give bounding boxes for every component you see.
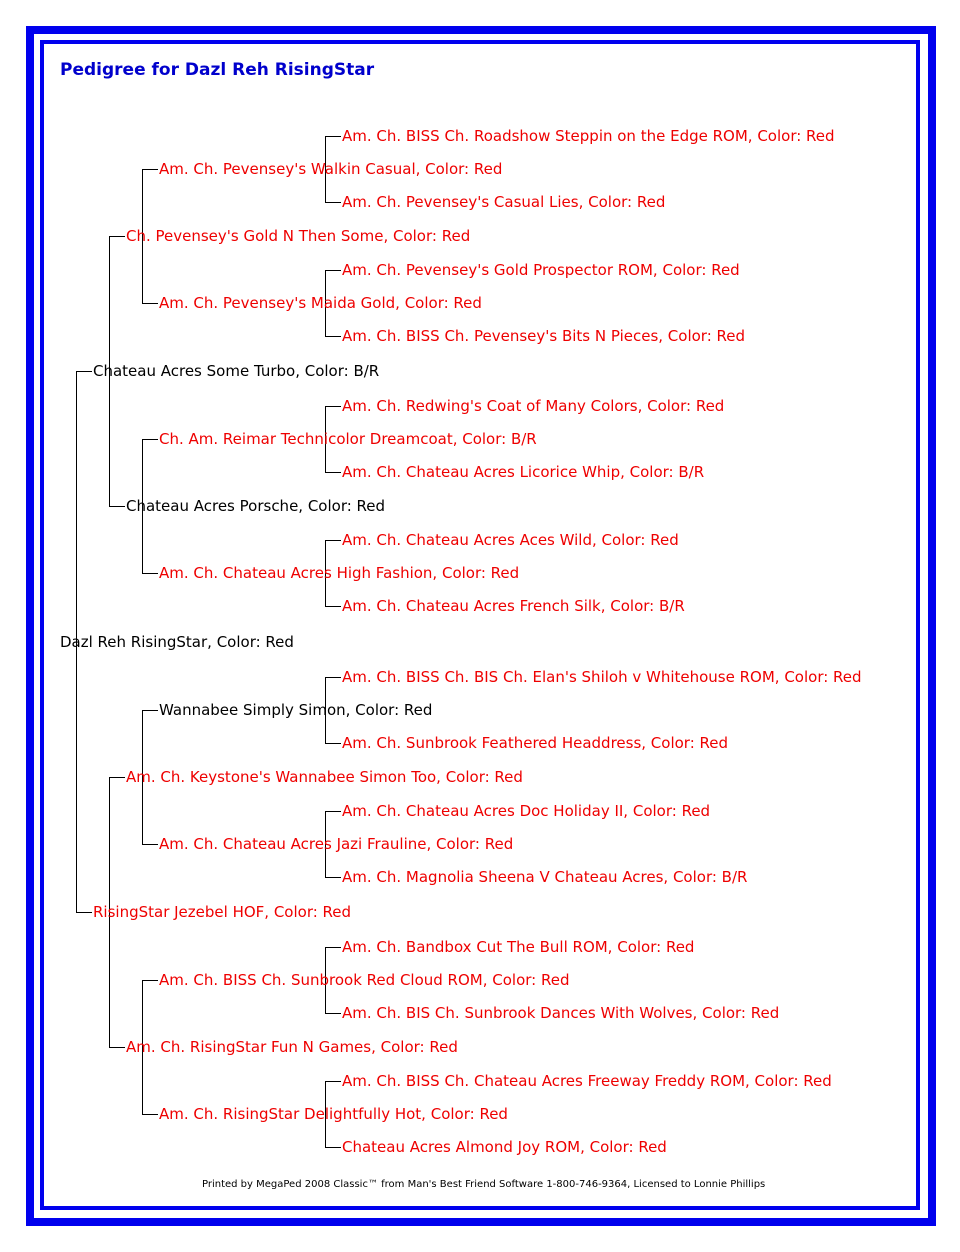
dam-dam-dam-dam: Chateau Acres Almond Joy ROM, Color: Red: [342, 1138, 667, 1156]
sire-dam: Chateau Acres Porsche, Color: Red: [126, 497, 386, 515]
subject-dog: Dazl Reh RisingStar, Color: Red: [60, 633, 294, 651]
sire-dam-sire-sire: Am. Ch. Redwing's Coat of Many Colors, Color: Red: [342, 397, 725, 415]
sire: Chateau Acres Some Turbo, Color: B/R: [93, 362, 380, 380]
sire-sire-sire-sire: Am. Ch. BISS Ch. Roadshow Steppin on the Edge ROM, Color: Red: [342, 127, 835, 145]
sire-sire-dam: Am. Ch. Pevensey's Maida Gold, Color: Red: [159, 294, 482, 312]
sire-sire-sire: Am. Ch. Pevensey's Walkin Casual, Color: Red: [159, 160, 503, 178]
dam-sire-sire: Wannabee Simply Simon, Color: Red: [159, 701, 433, 719]
dam-sire-sire-sire: Am. Ch. BISS Ch. BIS Ch. Elan's Shiloh v Whitehouse ROM, Color: Red: [342, 668, 862, 686]
dam-dam: Am. Ch. RisingStar Fun N Games, Color: Red: [126, 1038, 458, 1056]
dam-sire: Am. Ch. Keystone's Wannabee Simon Too, Color: Red: [126, 768, 523, 786]
sire-sire-dam-dam: Am. Ch. BISS Ch. Pevensey's Bits N Pieces, Color: Red: [342, 327, 746, 345]
footer-print-credit: Printed by MegaPed 2008 Classic™ from Man's Best Friend Software 1-800-746-9364, Licensed to Lonnie Phillips: [202, 1179, 766, 1190]
dam-dam-sire: Am. Ch. BISS Ch. Sunbrook Red Cloud ROM, Color: Red: [159, 971, 570, 989]
sire-sire-sire-dam: Am. Ch. Pevensey's Casual Lies, Color: Red: [342, 193, 666, 211]
dam: RisingStar Jezebel HOF, Color: Red: [93, 903, 352, 921]
dam-dam-dam-sire: Am. Ch. BISS Ch. Chateau Acres Freeway Freddy ROM, Color: Red: [342, 1072, 832, 1090]
dam-sire-dam: Am. Ch. Chateau Acres Jazi Frauline, Color: Red: [159, 835, 514, 853]
dam-dam-sire-sire: Am. Ch. Bandbox Cut The Bull ROM, Color: Red: [342, 938, 695, 956]
sire-dam-dam-dam: Am. Ch. Chateau Acres French Silk, Color: B/R: [342, 597, 685, 615]
sire-sire: Ch. Pevensey's Gold N Then Some, Color: Red: [126, 227, 471, 245]
sire-dam-dam-sire: Am. Ch. Chateau Acres Aces Wild, Color: Red: [342, 531, 679, 549]
sire-dam-sire: Ch. Am. Reimar Technicolor Dreamcoat, Color: B/R: [159, 430, 537, 448]
dam-sire-sire-dam: Am. Ch. Sunbrook Feathered Headdress, Color: Red: [342, 734, 729, 752]
page-title: Pedigree for Dazl Reh RisingStar: [60, 60, 375, 80]
dam-sire-dam-dam: Am. Ch. Magnolia Sheena V Chateau Acres, Color: B/R: [342, 868, 748, 886]
dam-dam-dam: Am. Ch. RisingStar Delightfully Hot, Color: Red: [159, 1105, 508, 1123]
sire-dam-sire-dam: Am. Ch. Chateau Acres Licorice Whip, Color: B/R: [342, 463, 705, 481]
dam-dam-sire-dam: Am. Ch. BIS Ch. Sunbrook Dances With Wolves, Color: Red: [342, 1004, 780, 1022]
dam-sire-dam-sire: Am. Ch. Chateau Acres Doc Holiday II, Color: Red: [342, 802, 711, 820]
sire-sire-dam-sire: Am. Ch. Pevensey's Gold Prospector ROM, Color: Red: [342, 261, 740, 279]
sire-dam-dam: Am. Ch. Chateau Acres High Fashion, Color: Red: [159, 564, 520, 582]
